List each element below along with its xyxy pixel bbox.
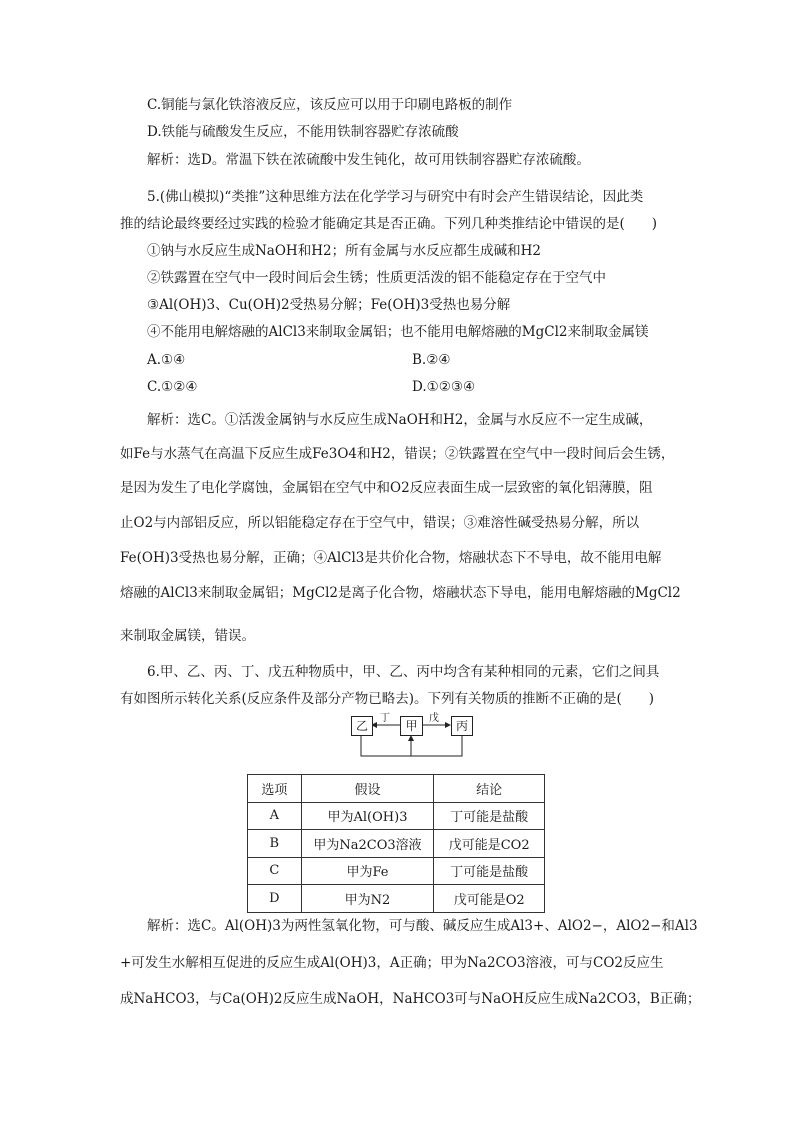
table-cell: 戊可能是CO2 [434, 830, 545, 858]
q5-analysis-line1: 解析：选C。①活泼金属钠与水反应生成NaOH和H2，金属与水反应不一定生成碱， [147, 412, 653, 428]
q6-analysis-line2: +可发生水解相互促进的反应生成Al(OH)3，A正确；甲为Na2CO3溶液，可与CO2反应生 [120, 955, 664, 971]
table-header: 假设 [301, 775, 434, 803]
table-cell: 甲为Fe [301, 857, 434, 885]
q5-statement-2: ②铁露置在空气中一段时间后会生锈；性质更活泼的铝不能稳定存在于空气中 [147, 270, 606, 286]
table-header-row [248, 775, 545, 803]
table-cell: 甲为Na2CO3溶液 [301, 830, 434, 858]
table-cell: C [248, 857, 302, 885]
q5-option-b: B.②④ [412, 352, 451, 368]
q5-analysis-line7: 来制取金属镁，错误。 [120, 628, 255, 644]
q5-analysis-line4: 止O2与内部铝反应，所以铝能稳定存在于空气中，错误；③难溶性碱受热易分解，所以 [120, 515, 640, 531]
table-row [248, 885, 545, 913]
node-yi: 乙 [351, 716, 373, 736]
analysis-q4: 解析：选D。常温下铁在浓硫酸中发生钝化，故可用铁制容器贮存浓硫酸。 [147, 152, 590, 168]
table-cell: 丁可能是盐酸 [434, 802, 545, 830]
table-row [248, 857, 545, 885]
table-row [248, 830, 545, 858]
label-wu: 戊 [429, 713, 439, 724]
node-bing: 丙 [451, 716, 473, 736]
table-cell: 丁可能是盐酸 [434, 857, 545, 885]
q6-stem-line2: 有如图所示转化关系(反应条件及部分产物已略去)。下列有关物质的推断不正确的是( ) [120, 691, 655, 707]
table-row [248, 802, 545, 830]
node-jia: 甲 [400, 716, 423, 736]
q5-option-d: D.①②③④ [412, 379, 476, 395]
q6-analysis-line3: 成NaHCO3，与Ca(OH)2反应生成NaOH，NaHCO3可与NaOH反应生成Na2CO3，B正确； [120, 991, 701, 1007]
q6-stem-line1: 6.甲、乙、丙、丁、戊五种物质中，甲、乙、丙中均含有某种相同的元素，它们之间具 [147, 664, 660, 680]
table-cell: A [248, 802, 302, 830]
hypothesis-table [247, 774, 545, 913]
table-cell: 戊可能是O2 [434, 885, 545, 913]
q5-statement-4: ④不能用电解熔融的AlCl3来制取金属铝；也不能用电解熔融的MgCl2来制取金属镁 [147, 324, 649, 340]
table-header: 选项 [248, 775, 302, 803]
option-d-line: D.铁能与硫酸发生反应，不能用铁制容器贮存浓硫酸 [147, 124, 459, 140]
label-ding: 丁 [380, 713, 390, 724]
q5-statement-1: ①钠与水反应生成NaOH和H2；所有金属与水反应都生成碱和H2 [147, 243, 541, 259]
table-cell: 甲为N2 [301, 885, 434, 913]
q5-option-a: A.①④ [147, 352, 186, 368]
q5-analysis-line6: 熔融的AlCl3来制取金属铝；MgCl2是离子化合物，熔融状态下导电，能用电解熔融的MgCl2 [120, 585, 681, 601]
q6-analysis-line1: 解析：选C。Al(OH)3为两性氢氧化物，可与酸、碱反应生成Al3+、AlO2−，AlO2−和Al3 [147, 918, 698, 934]
q5-analysis-line2: 如Fe与水蒸气在高温下反应生成Fe3O4和H2，错误；②铁露置在空气中一段时间后会生锈， [120, 446, 675, 462]
q5-stem-line1: 5.(佛山模拟)“类推”这种思维方法在化学学习与研究中有时会产生错误结论，因此类 [147, 189, 644, 205]
q5-analysis-line3: 是因为发生了电化学腐蚀，金属铝在空气中和O2反应表面生成一层致密的氧化铝薄膜，阻 [120, 480, 653, 496]
table-cell: B [248, 830, 302, 858]
table-cell: 甲为Al(OH)3 [301, 802, 434, 830]
q5-option-c: C.①②④ [147, 379, 198, 395]
q5-analysis-line5: Fe(OH)3受热也易分解，正确；④AlCl3是共价化合物，熔融状态下不导电，故不能用电解 [120, 550, 662, 566]
table-header: 结论 [434, 775, 545, 803]
table-cell: D [248, 885, 302, 913]
option-c-line: C.铜能与氯化铁溶液反应，该反应可以用于印刷电路板的制作 [147, 97, 513, 113]
q5-statement-3: ③Al(OH)3、Cu(OH)2受热易分解；Fe(OH)3受热也易分解 [147, 297, 511, 313]
q5-stem-line2: 推的结论最终要经过实践的检验才能确定其是否正确。下列几种类推结论中错误的是( ) [120, 216, 658, 232]
